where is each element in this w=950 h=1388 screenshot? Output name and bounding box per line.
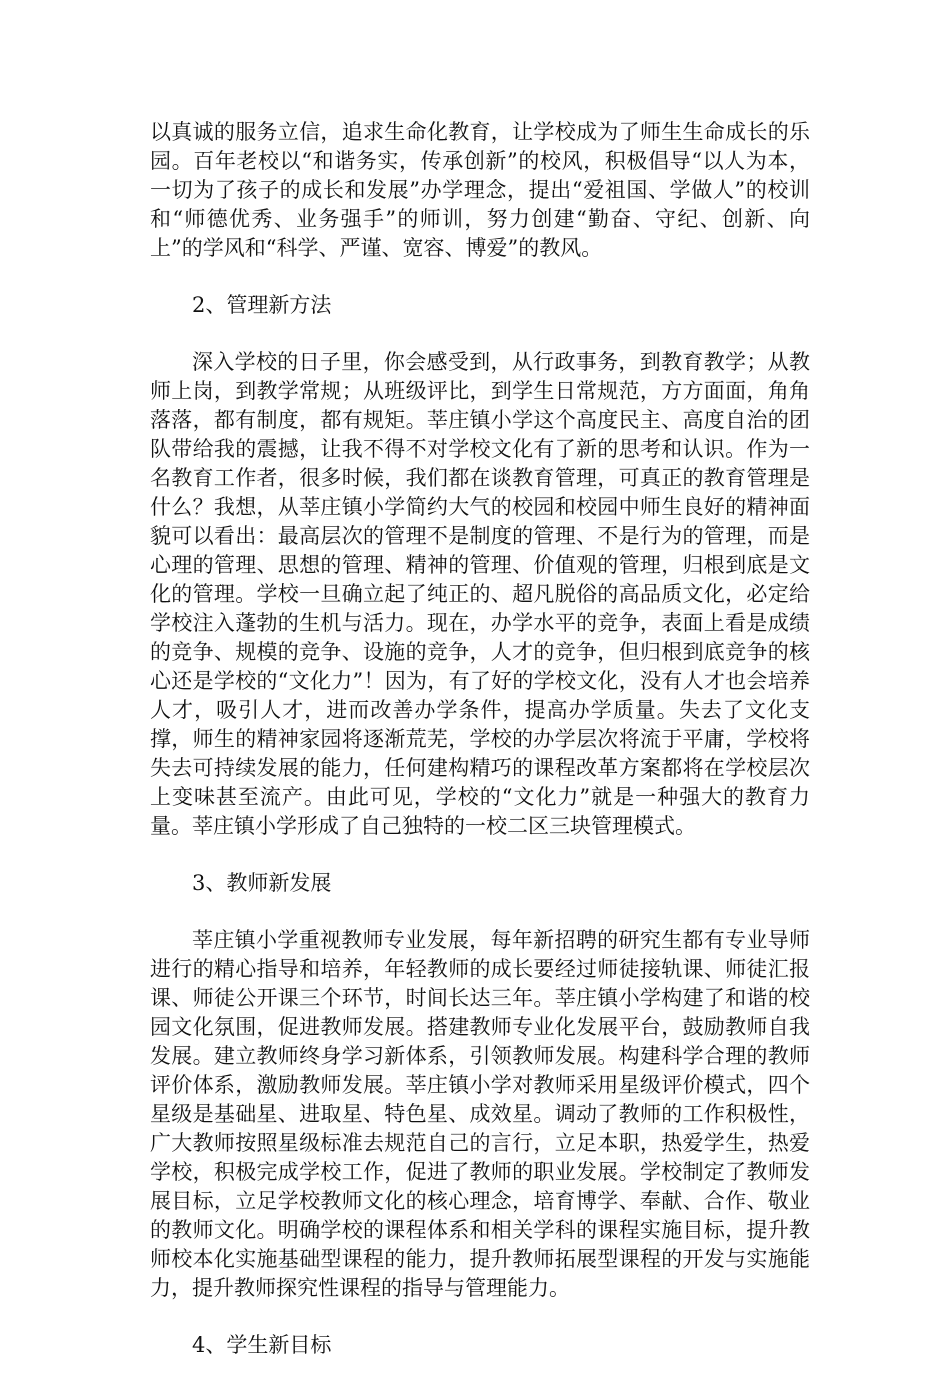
section-heading-management: 2、管理新方法 xyxy=(192,293,332,317)
section-heading-teachers: 3、教师新发展 xyxy=(192,871,332,895)
paragraph-school-culture: 以真诚的服务立信，追求生命化教育，让学校成为了师生生命成长的乐园。百年老校以“和谐务实，传承创新”的校风，积极倡导“以人为本，一切为了孩子的成长和发展”办学理念，提出“爱祖国、学做人”的校训和“师德优秀、业务强手”的师训，努力创建“勤奋、守纪、创新、向上”的学风和“科学、严谨、宽容、博爱”的教风。 xyxy=(150,120,810,260)
document-page xyxy=(150,118,810,1388)
paragraph-management: 深入学校的日子里，你会感受到，从行政事务，到教育教学；从教师上岗，到教学常规；从班级评比，到学生日常规范，方方面面，角角落落，都有制度，都有规矩。莘庄镇小学这个高度民主、高度自治的团队带给我的震撼，让我不得不对学校文化有了新的思考和认识。作为一名教育工作者，很多时候，我们都在谈教育管理，可真正的教育管理是什么？我想，从莘庄镇小学简约大气的校园和校园中师生良好的精神面貌可以看出：最高层次的管理不是制度的管理、不是行为的管理，而是心理的管理、思想的管理、精神的管理、价值观的管理，归根到底是文化的管理。学校一旦确立起了纯正的、超凡脱俗的高品质文化，必定给学校注入蓬勃的生机与活力。现在，办学水平的竞争，表面上看是成绩的竞争、规模的竞争、设施的竞争，人才的竞争，但归根到底竞争的核心还是学校的“文化力”！因为，有了好的学校文化，没有人才也会培养人才，吸引人才，进而改善办学条件，提高办学质量。失去了文化支撑，师生的精神家园将逐渐荒芜，学校的办学层次将流于平庸，学校将失去可持续发展的能力，任何建构精巧的课程改革方案都将在学校层次上变味甚至流产。由此可见，学校的“文化力”就是一种强大的教育力量。莘庄镇小学形成了自己独特的一校二区三块管理模式。 xyxy=(150,350,810,838)
section-heading-students: 4、学生新目标 xyxy=(192,1333,332,1357)
paragraph-teachers: 莘庄镇小学重视教师专业发展，每年新招聘的研究生都有专业导师进行的精心指导和培养，年轻教师的成长要经过师徒接轨课、师徒汇报课、师徒公开课三个环节，时间长达三年。莘庄镇小学构建了和谐的校园文化氛围，促进教师发展。搭建教师专业化发展平台，鼓励教师自我发展。建立教师终身学习新体系，引领教师发展。构建科学合理的教师评价体系，激励教师发展。莘庄镇小学对教师采用星级评价模式，四个星级是基础星、进取星、特色星、成效星。调动了教师的工作积极性，广大教师按照星级标准去规范自己的言行，立足本职，热爱学生，热爱学校，积极完成学校工作，促进了教师的职业发展。学校制定了教师发展目标，立足学校教师文化的核心理念，培育博学、奉献、合作、敬业的教师文化。明确学校的课程体系和相关学科的课程实施目标，提升教师校本化实施基础型课程的能力，提升教师拓展型课程的开发与实施能力，提升教师探究性课程的指导与管理能力。 xyxy=(150,928,810,1300)
